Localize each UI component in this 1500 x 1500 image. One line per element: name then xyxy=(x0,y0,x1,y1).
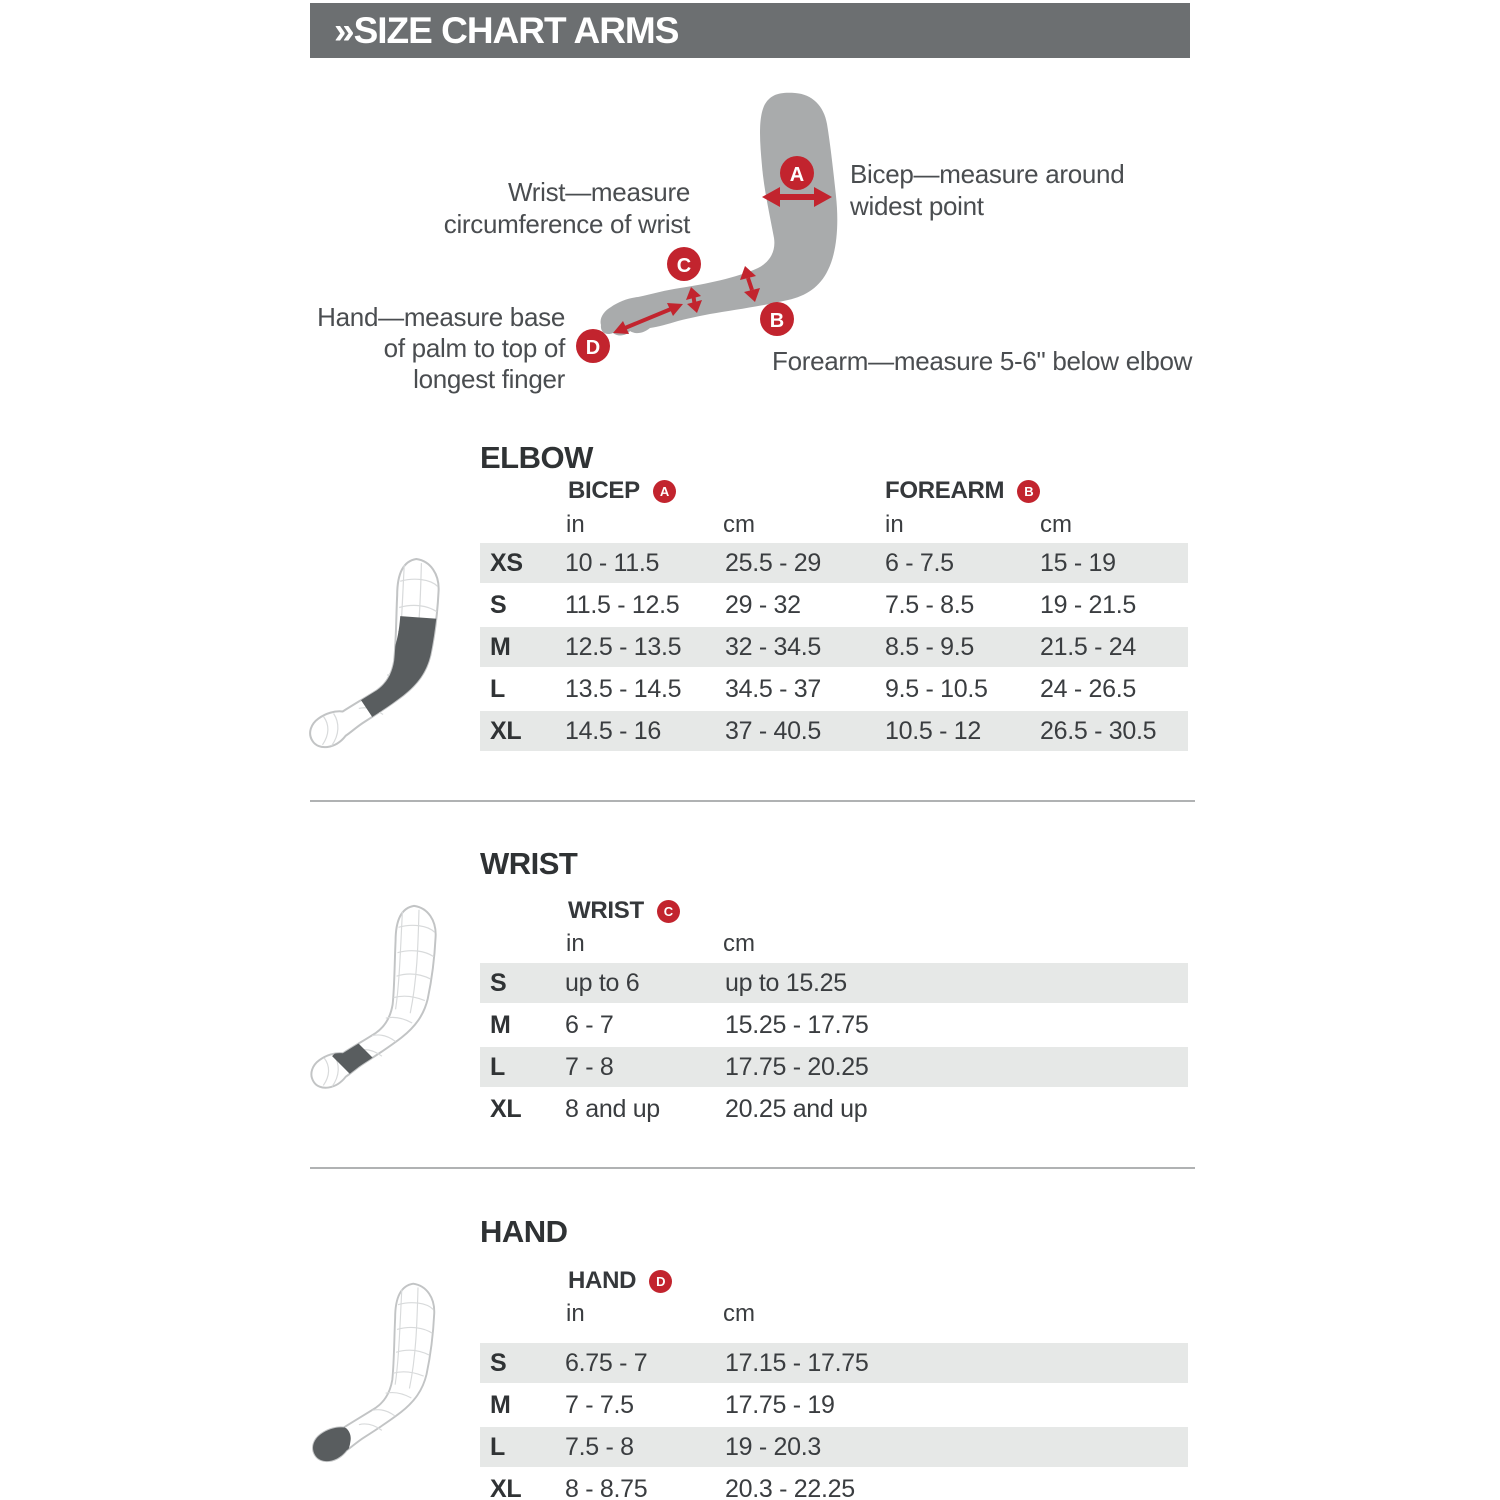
table-row xyxy=(480,1343,1188,1383)
bicep-col-badge: A xyxy=(653,480,676,503)
size-label: M xyxy=(490,632,511,661)
size-label: M xyxy=(490,1390,511,1419)
size-label: L xyxy=(490,1432,505,1461)
elbow-bicep-unit-in: in xyxy=(566,511,585,538)
size-label: L xyxy=(490,674,505,703)
cell: 17.75 - 19 xyxy=(725,1390,835,1419)
cell: 8 - 8.75 xyxy=(565,1474,648,1500)
cell: 19 - 21.5 xyxy=(1040,590,1136,619)
bicep-col-label: BICEP xyxy=(568,477,640,504)
wrist-caption xyxy=(410,176,690,240)
cell: 21.5 - 24 xyxy=(1040,632,1136,661)
page-title: »SIZE CHART ARMS xyxy=(334,9,679,51)
hand-col-badge: D xyxy=(649,1270,672,1293)
cell: 7.5 - 8 xyxy=(565,1432,634,1461)
forearm-caption xyxy=(772,345,1192,377)
header-bar xyxy=(310,3,1190,58)
section-title-elbow: ELBOW xyxy=(480,440,593,475)
cell: 11.5 - 12.5 xyxy=(565,590,680,619)
cell: 6.75 - 7 xyxy=(565,1348,648,1377)
section-title-wrist: WRIST xyxy=(480,846,578,881)
elbow-col-forearm xyxy=(885,477,1040,505)
marker-d-letter: D xyxy=(585,337,601,359)
cell: 34.5 - 37 xyxy=(725,674,821,703)
cell: 17.15 - 17.75 xyxy=(725,1348,869,1377)
cell: up to 6 xyxy=(565,968,640,997)
cell: 8.5 - 9.5 xyxy=(885,632,975,661)
table-row xyxy=(480,543,1188,583)
cell: 19 - 20.3 xyxy=(725,1432,821,1461)
hand-caption-line1: Hand—measure base xyxy=(317,302,565,332)
hand-unit-in: in xyxy=(566,1300,585,1327)
forearm-caption-line1: Forearm—measure 5-6" below elbow xyxy=(772,346,1193,376)
hand-caption-line2: of palm to top of xyxy=(383,333,565,363)
hand-unit-cm: cm xyxy=(723,1300,755,1327)
cell: 20.3 - 22.25 xyxy=(725,1474,855,1500)
table-row xyxy=(480,585,1188,625)
size-label: L xyxy=(490,1052,505,1081)
cell: 7 - 8 xyxy=(565,1052,614,1081)
cell: 26.5 - 30.5 xyxy=(1040,716,1157,745)
wrist-caption-line1: Wrist—measure xyxy=(508,177,690,207)
cell: 7.5 - 8.5 xyxy=(885,590,975,619)
size-label: XL xyxy=(490,1094,522,1123)
hand-caption-line3: longest finger xyxy=(413,364,565,394)
elbow-bicep-unit-cm: cm xyxy=(723,511,755,538)
cell: 25.5 - 29 xyxy=(725,548,821,577)
cell: 10.5 - 12 xyxy=(885,716,981,745)
wrist-caption-line2: circumference of wrist xyxy=(443,209,690,239)
wrist-col-badge: C xyxy=(657,900,680,923)
table-row xyxy=(480,1385,1188,1425)
cell: up to 15.25 xyxy=(725,968,847,997)
bicep-caption xyxy=(850,158,1124,222)
marker-a-letter: A xyxy=(789,164,805,186)
hand-col xyxy=(568,1267,672,1295)
marker-b-letter: B xyxy=(769,310,785,332)
table-row xyxy=(480,1005,1188,1045)
table-row xyxy=(480,669,1188,709)
table-row xyxy=(480,1047,1188,1087)
size-label: M xyxy=(490,1010,511,1039)
cell: 29 - 32 xyxy=(725,590,801,619)
wrist-col-label: WRIST xyxy=(568,897,644,924)
size-label: XL xyxy=(490,716,522,745)
cell: 8 and up xyxy=(565,1094,660,1123)
cell: 37 - 40.5 xyxy=(725,716,821,745)
cell: 17.75 - 20.25 xyxy=(725,1052,869,1081)
elbow-forearm-unit-cm: cm xyxy=(1040,511,1072,538)
table-row xyxy=(480,1427,1188,1467)
table-row xyxy=(480,711,1188,751)
table-row xyxy=(480,1469,1188,1500)
hand-mitt-overlay xyxy=(311,1426,351,1465)
elbow-forearm-unit-in: in xyxy=(885,511,904,538)
wrist-col xyxy=(568,897,680,925)
bicep-caption-line2: widest point xyxy=(850,191,984,221)
section-divider xyxy=(310,800,1195,802)
forearm-col-badge: B xyxy=(1017,480,1040,503)
cell: 10 - 11.5 xyxy=(565,548,660,577)
cell: 15 - 19 xyxy=(1040,548,1116,577)
size-label: S xyxy=(490,1348,507,1377)
elbow-table xyxy=(480,543,1188,753)
cell: 12.5 - 13.5 xyxy=(565,632,682,661)
table-row xyxy=(480,963,1188,1003)
elbow-sleeve-illustration xyxy=(303,553,455,765)
elbow-col-bicep xyxy=(568,477,676,505)
cell: 32 - 34.5 xyxy=(725,632,821,661)
wrist-band-overlay xyxy=(344,1048,364,1068)
elbow-sleeve-overlay xyxy=(368,618,422,711)
hand-col-label: HAND xyxy=(568,1267,637,1294)
size-label: S xyxy=(490,968,507,997)
hand-sleeve-illustration xyxy=(303,1278,453,1478)
section-divider xyxy=(310,1167,1195,1169)
cell: 15.25 - 17.75 xyxy=(725,1010,869,1039)
table-row xyxy=(480,1089,1188,1129)
forearm-col-label: FOREARM xyxy=(885,477,1005,504)
cell: 9.5 - 10.5 xyxy=(885,674,988,703)
size-label: XS xyxy=(490,548,523,577)
wrist-unit-cm: cm xyxy=(723,930,755,957)
cell: 6 - 7.5 xyxy=(885,548,954,577)
cell: 14.5 - 16 xyxy=(565,716,661,745)
table-row xyxy=(480,627,1188,667)
cell: 7 - 7.5 xyxy=(565,1390,634,1419)
size-label: XL xyxy=(490,1474,522,1500)
arm-outline xyxy=(311,906,435,1088)
wrist-table xyxy=(480,963,1188,1131)
cell: 24 - 26.5 xyxy=(1040,674,1136,703)
wrist-sleeve-illustration xyxy=(303,900,453,1105)
cell: 6 - 7 xyxy=(565,1010,614,1039)
cell: 13.5 - 14.5 xyxy=(565,674,682,703)
cell: 20.25 and up xyxy=(725,1094,868,1123)
bicep-caption-line1: Bicep—measure around xyxy=(850,159,1125,189)
hand-table xyxy=(480,1343,1188,1500)
wrist-unit-in: in xyxy=(566,930,585,957)
hand-caption xyxy=(295,302,565,395)
size-label: S xyxy=(490,590,507,619)
marker-c-letter: C xyxy=(676,255,692,277)
section-title-hand: HAND xyxy=(480,1214,568,1249)
